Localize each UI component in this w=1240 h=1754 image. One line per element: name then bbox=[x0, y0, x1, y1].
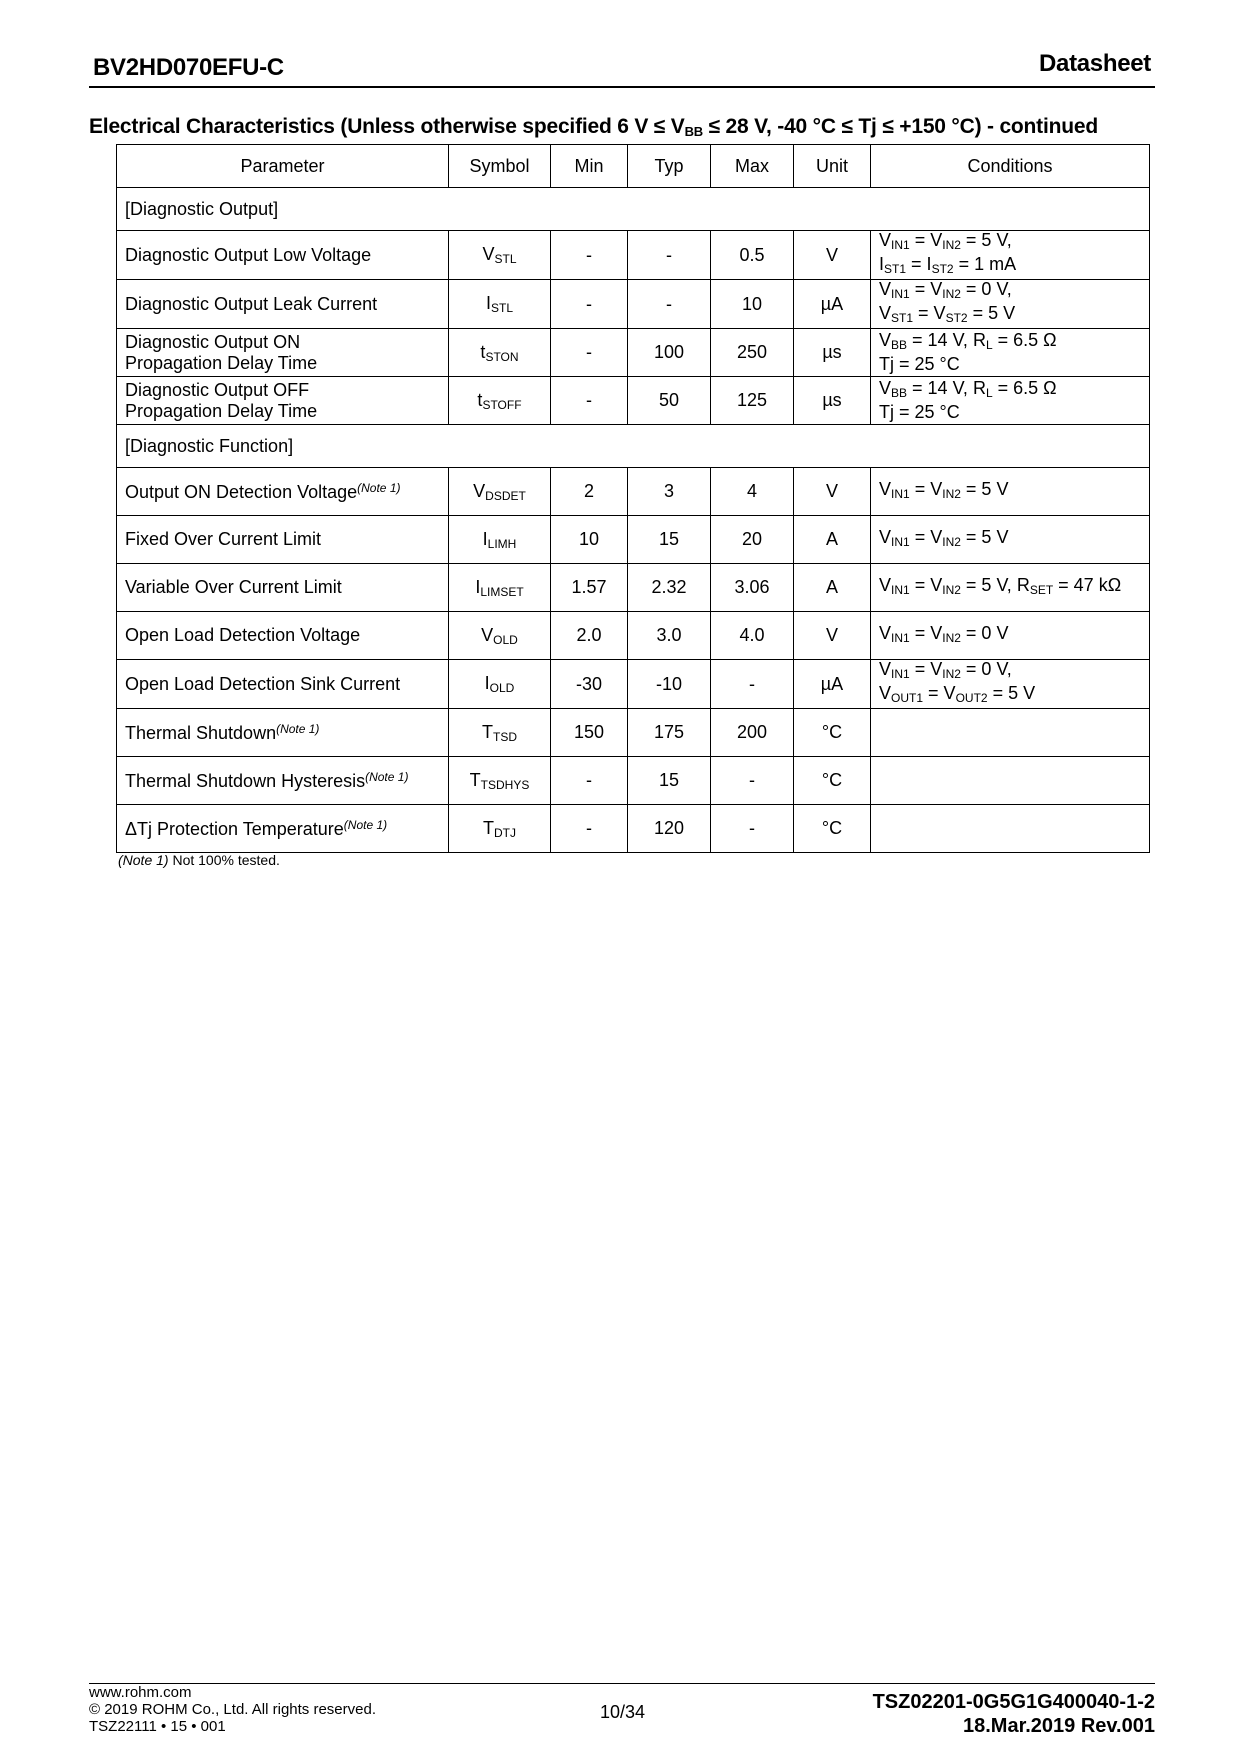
conditions-cell: $V_{IN1} = V_{IN2} = 0$ V bbox=[871, 612, 1150, 660]
max-cell: 4 bbox=[711, 468, 794, 516]
group-label: [Diagnostic Output] bbox=[117, 188, 1150, 231]
header-typ: Typ bbox=[628, 145, 711, 188]
page-number: 10/34 bbox=[600, 1702, 646, 1722]
max-cell: 250 bbox=[711, 329, 794, 377]
conditions-cell: $V_{IN1} = V_{IN2} = 5$ V, $R_{SET} = 47$ kΩ bbox=[871, 564, 1150, 612]
min-cell: 10 bbox=[551, 516, 628, 564]
conditions-cell bbox=[871, 709, 1150, 757]
max-cell: 125 bbox=[711, 377, 794, 425]
conditions-cell: $V_{BB} = 14$ V, $R_L = 6.5$ Ω Tj = 25 °C bbox=[871, 377, 1150, 425]
footer-website: www.rohm.com bbox=[89, 1684, 192, 1701]
footer-code: TSZ22111 • 15 • 001 bbox=[89, 1718, 226, 1735]
param-cell: Diagnostic Output Low Voltage bbox=[117, 231, 449, 280]
symbol-cell: $I_{OLD}$ bbox=[449, 660, 551, 709]
min-cell: - bbox=[551, 280, 628, 329]
symbol-cell: $V_{OLD}$ bbox=[449, 612, 551, 660]
min-cell: - bbox=[551, 377, 628, 425]
document-number: TSZ02201-0G5G1G400040-1-2 bbox=[872, 1691, 1155, 1713]
conditions-cell: $V_{BB} = 14$ V, $R_L = 6.5$ Ω Tj = 25 °C bbox=[871, 329, 1150, 377]
max-cell: 200 bbox=[711, 709, 794, 757]
min-cell: - bbox=[551, 231, 628, 280]
typ-cell: 175 bbox=[628, 709, 711, 757]
header-unit: Unit bbox=[794, 145, 871, 188]
max-cell: 3.06 bbox=[711, 564, 794, 612]
group-row bbox=[117, 425, 1150, 468]
table-row bbox=[117, 468, 1150, 516]
min-cell: - bbox=[551, 757, 628, 805]
param-cell: Fixed Over Current Limit bbox=[117, 516, 449, 564]
min-cell: 1.57 bbox=[551, 564, 628, 612]
typ-cell: 50 bbox=[628, 377, 711, 425]
unit-cell: V bbox=[794, 468, 871, 516]
electrical-characteristics-table bbox=[116, 144, 1150, 853]
max-cell: 10 bbox=[711, 280, 794, 329]
unit-cell: A bbox=[794, 564, 871, 612]
max-cell: 4.0 bbox=[711, 612, 794, 660]
header-min: Min bbox=[551, 145, 628, 188]
symbol-cell: $V_{DSDET}$ bbox=[449, 468, 551, 516]
symbol-cell: $T_{DTJ}$ bbox=[449, 805, 551, 853]
typ-cell: 15 bbox=[628, 516, 711, 564]
typ-cell: 2.32 bbox=[628, 564, 711, 612]
param-cell: Output ON Detection Voltage$^{(Note 1)}$ bbox=[117, 468, 449, 516]
section-heading: Electrical Characteristics (Unless otherwise specified 6 $V \le V_{BB} \le 28$ V, -40 °C ≤ Tj ≤ +150 °C) - continued bbox=[89, 115, 1098, 139]
unit-cell: °C bbox=[794, 757, 871, 805]
table-row bbox=[117, 280, 1150, 329]
max-cell: - bbox=[711, 660, 794, 709]
symbol-cell: $T_{TSD}$ bbox=[449, 709, 551, 757]
unit-cell: V bbox=[794, 231, 871, 280]
unit-cell: V bbox=[794, 612, 871, 660]
footer-right bbox=[873, 1690, 1155, 1738]
group-label: [Diagnostic Function] bbox=[117, 425, 1150, 468]
param-cell: Open Load Detection Voltage bbox=[117, 612, 449, 660]
header-max: Max bbox=[711, 145, 794, 188]
min-cell: 2 bbox=[551, 468, 628, 516]
header-symbol: Symbol bbox=[449, 145, 551, 188]
param-cell: Thermal Shutdown$^{(Note 1)}$ bbox=[117, 709, 449, 757]
part-number: BV2HD070EFU-C bbox=[93, 54, 284, 81]
max-cell: 0.5 bbox=[711, 231, 794, 280]
table-footnote: (Note 1) Not 100% tested. bbox=[118, 852, 280, 868]
table-row bbox=[117, 231, 1150, 280]
table-row bbox=[117, 757, 1150, 805]
conditions-cell bbox=[871, 805, 1150, 853]
symbol-cell: $I_{STL}$ bbox=[449, 280, 551, 329]
table-row bbox=[117, 377, 1150, 425]
param-cell: Diagnostic Output ON Propagation Delay Time bbox=[117, 329, 449, 377]
conditions-cell: $V_{IN1} = V_{IN2} = 0$ V, $V_{OUT1} = V_{OUT2} = 5$ V bbox=[871, 660, 1150, 709]
typ-cell: 3 bbox=[628, 468, 711, 516]
typ-cell: - bbox=[628, 231, 711, 280]
unit-cell: µA bbox=[794, 280, 871, 329]
symbol-cell: $I_{LIMH}$ bbox=[449, 516, 551, 564]
table-row bbox=[117, 612, 1150, 660]
conditions-cell: $V_{IN1} = V_{IN2} = 0$ V, $V_{ST1} = V_{ST2} = 5$ V bbox=[871, 280, 1150, 329]
conditions-cell: $V_{IN1} = V_{IN2} = 5$ V, $I_{ST1} = I_{ST2} = 1$ mA bbox=[871, 231, 1150, 280]
table-row bbox=[117, 564, 1150, 612]
param-cell: Diagnostic Output OFF Propagation Delay Time bbox=[117, 377, 449, 425]
param-cell: ΔTj Protection Temperature$^{(Note 1)}$ bbox=[117, 805, 449, 853]
typ-cell: 120 bbox=[628, 805, 711, 853]
min-cell: - bbox=[551, 329, 628, 377]
param-cell: Open Load Detection Sink Current bbox=[117, 660, 449, 709]
table-row bbox=[117, 709, 1150, 757]
unit-cell: µs bbox=[794, 377, 871, 425]
param-cell: Diagnostic Output Leak Current bbox=[117, 280, 449, 329]
symbol-cell: $I_{LIMSET}$ bbox=[449, 564, 551, 612]
min-cell: - bbox=[551, 805, 628, 853]
table-row bbox=[117, 660, 1150, 709]
group-row bbox=[117, 188, 1150, 231]
min-cell: 2.0 bbox=[551, 612, 628, 660]
max-cell: - bbox=[711, 757, 794, 805]
symbol-cell: $t_{STON}$ bbox=[449, 329, 551, 377]
max-cell: - bbox=[711, 805, 794, 853]
header-parameter: Parameter bbox=[117, 145, 449, 188]
typ-cell: 100 bbox=[628, 329, 711, 377]
param-cell: Thermal Shutdown Hysteresis$^{(Note 1)}$ bbox=[117, 757, 449, 805]
typ-cell: 15 bbox=[628, 757, 711, 805]
typ-cell: - bbox=[628, 280, 711, 329]
param-cell: Variable Over Current Limit bbox=[117, 564, 449, 612]
unit-cell: °C bbox=[794, 709, 871, 757]
max-cell: 20 bbox=[711, 516, 794, 564]
document-type: Datasheet bbox=[1038, 50, 1151, 77]
unit-cell: °C bbox=[794, 805, 871, 853]
min-cell: 150 bbox=[551, 709, 628, 757]
revision-date: 18.Mar.2019 Rev.001 bbox=[962, 1715, 1155, 1737]
min-cell: -30 bbox=[551, 660, 628, 709]
footer-left bbox=[89, 1684, 376, 1735]
typ-cell: 3.0 bbox=[628, 612, 711, 660]
conditions-cell: $V_{IN1} = V_{IN2} = 5$ V bbox=[871, 468, 1150, 516]
symbol-cell: $V_{STL}$ bbox=[449, 231, 551, 280]
page-header bbox=[89, 50, 1155, 88]
footer-copyright: © 2019 ROHM Co., Ltd. All rights reserved. bbox=[89, 1701, 376, 1718]
unit-cell: µs bbox=[794, 329, 871, 377]
table-row bbox=[117, 516, 1150, 564]
header-conditions: Conditions bbox=[871, 145, 1150, 188]
typ-cell: -10 bbox=[628, 660, 711, 709]
unit-cell: µA bbox=[794, 660, 871, 709]
unit-cell: A bbox=[794, 516, 871, 564]
symbol-cell: $t_{STOFF}$ bbox=[449, 377, 551, 425]
table-header-row bbox=[117, 145, 1150, 188]
conditions-cell: $V_{IN1} = V_{IN2} = 5$ V bbox=[871, 516, 1150, 564]
conditions-cell bbox=[871, 757, 1150, 805]
table-row bbox=[117, 805, 1150, 853]
symbol-cell: $T_{TSDHYS}$ bbox=[449, 757, 551, 805]
table-row bbox=[117, 329, 1150, 377]
